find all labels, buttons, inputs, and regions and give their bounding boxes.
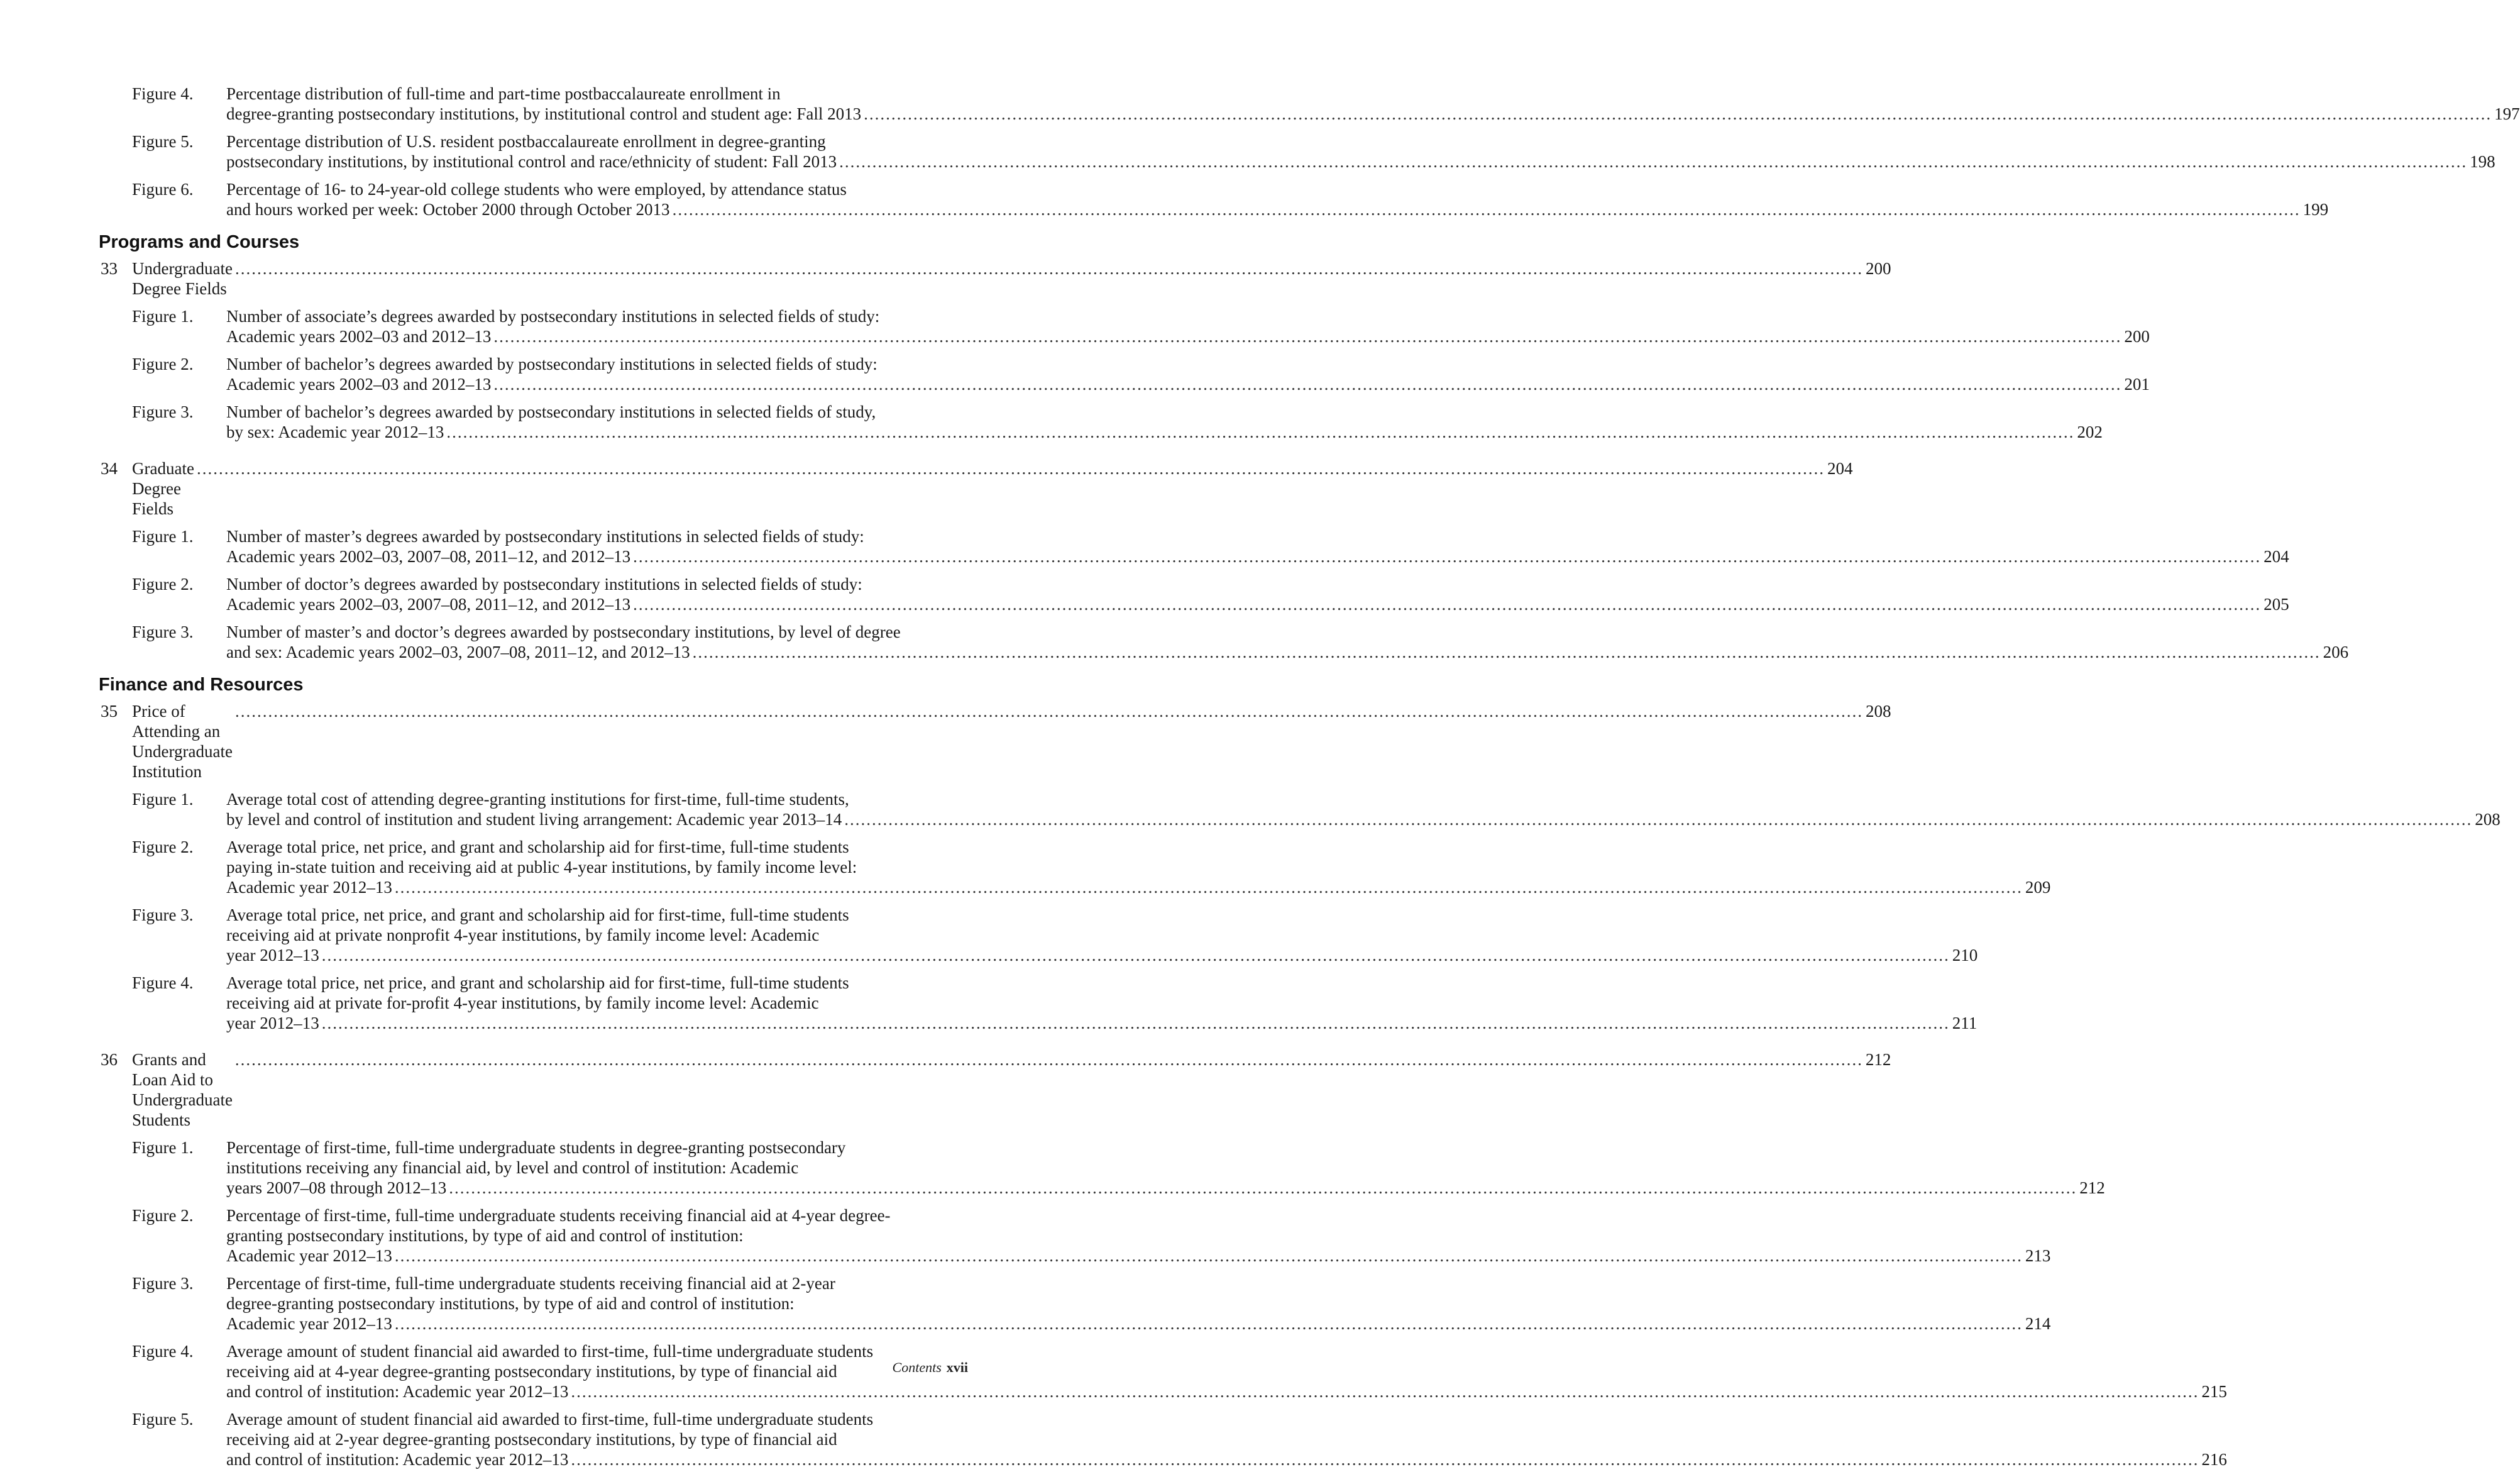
caption-line <box>226 374 2150 394</box>
figure-caption <box>226 905 1978 965</box>
caption-line <box>226 905 1978 925</box>
caption-line <box>226 789 2501 809</box>
page-number: 200 <box>1865 259 1891 278</box>
figure-label: Figure 4. <box>132 84 194 103</box>
figure-caption <box>226 131 2495 172</box>
page-number: 204 <box>2264 547 2289 566</box>
dot-leader <box>449 1178 2077 1198</box>
page-number: 209 <box>2025 878 2051 897</box>
caption-line <box>226 1409 2227 1429</box>
indent-spacer <box>101 1205 132 1266</box>
indent-spacer <box>101 622 132 662</box>
dot-leader <box>844 809 2472 829</box>
caption-line <box>226 925 1978 945</box>
toc-figure-entry[interactable] <box>101 1409 2227 1469</box>
page-footer <box>893 1359 968 1376</box>
caption-line-text: and sex: Academic years 2002–03, 2007–08, 2011–12, and 2012–13 <box>226 643 690 661</box>
figure-label: Figure 2. <box>132 355 194 373</box>
dot-leader <box>322 1013 1950 1033</box>
caption-line <box>226 574 2289 594</box>
caption-line <box>226 1225 2050 1246</box>
caption-line-text: Average total price, net price, and grant and scholarship aid for first-time, full-time students <box>226 838 849 856</box>
indicator-title: Graduate Degree Fields <box>132 459 194 518</box>
dot-leader <box>395 1246 2023 1266</box>
dot-leader <box>235 1049 1863 1070</box>
caption-line-text: degree-granting postsecondary institutions, by type of aid and control of institution: <box>226 1294 795 1313</box>
dot-leader <box>839 152 2467 172</box>
caption-line-text: Academic year 2012–13 <box>226 1246 392 1265</box>
toc-indicator-entry[interactable] <box>101 458 1853 519</box>
caption-line-text: and control of institution: Academic year 2012–13 <box>226 1382 569 1401</box>
spacer <box>101 1041 962 1049</box>
figure-label: Figure 2. <box>132 1206 194 1225</box>
toc-figure-entry[interactable] <box>101 1273 2051 1334</box>
indent-spacer <box>101 973 132 1033</box>
figure-label: Figure 2. <box>132 838 194 856</box>
dot-leader <box>864 104 2492 124</box>
toc-figure-entry[interactable] <box>101 905 1978 965</box>
caption-line-text: and hours worked per week: October 2000 through October 2013 <box>226 200 670 219</box>
dot-leader <box>633 546 2261 567</box>
dot-leader <box>235 258 1863 279</box>
figure-label: Figure 3. <box>132 402 194 421</box>
dot-leader <box>395 1314 2023 1334</box>
figure-caption <box>226 179 2328 219</box>
caption-line-text: Average amount of student financial aid awarded to first-time, full-time undergraduate students <box>226 1410 874 1429</box>
toc-figure-entry[interactable] <box>101 1341 2227 1402</box>
figure-caption <box>226 84 2520 124</box>
page-number: 208 <box>1865 702 1891 721</box>
figure-label: Figure 3. <box>132 905 194 924</box>
page-number: 198 <box>2470 152 2495 171</box>
figure-caption <box>226 1137 2105 1198</box>
caption-line-text: year 2012–13 <box>226 1014 319 1032</box>
toc-figure-entry[interactable] <box>101 131 2495 172</box>
caption-line <box>226 131 2495 152</box>
caption-line <box>226 104 2520 124</box>
indent-spacer <box>101 1137 132 1198</box>
figure-caption <box>226 354 2150 394</box>
caption-line-text: Number of bachelor’s degrees awarded by postsecondary institutions in selected fields of study, <box>226 402 876 421</box>
caption-line <box>226 354 2150 374</box>
dot-leader <box>673 199 2301 219</box>
caption-line <box>226 402 2103 422</box>
figure-caption <box>226 526 2289 567</box>
caption-line-text: Academic years 2002–03, 2007–08, 2011–12, and 2012–13 <box>226 595 631 614</box>
caption-line <box>226 546 2289 567</box>
figure-caption <box>226 837 2050 897</box>
caption-line <box>226 306 2150 326</box>
toc-figure-entry[interactable] <box>101 1137 2105 1198</box>
caption-line-text: Academic year 2012–13 <box>226 1314 392 1333</box>
caption-line-text: Percentage of first-time, full-time undergraduate students receiving financial aid at 2-year <box>226 1274 835 1293</box>
indent-spacer <box>101 306 132 346</box>
toc-figure-entry[interactable] <box>101 526 2289 567</box>
caption-line-text: institutions receiving any financial aid, by level and control of institution: Academic <box>226 1158 799 1177</box>
toc-figure-entry[interactable] <box>101 179 2329 219</box>
caption-line-text: receiving aid at private nonprofit 4-year institutions, by family income level: Academic <box>226 926 820 944</box>
figure-caption <box>226 622 2348 662</box>
caption-line <box>226 945 1978 965</box>
toc-figure-entry[interactable] <box>101 306 2150 346</box>
caption-line-text: Academic years 2002–03, 2007–08, 2011–12, and 2012–13 <box>226 547 631 566</box>
caption-line <box>226 993 1977 1013</box>
page-number: 197 <box>2494 104 2520 123</box>
caption-line <box>226 199 2328 219</box>
indent-spacer <box>101 1273 132 1334</box>
caption-line <box>226 1449 2227 1469</box>
page-number: 212 <box>1865 1050 1891 1069</box>
indicator-number: 34 <box>101 459 118 478</box>
toc-figure-entry[interactable] <box>101 574 2289 614</box>
toc-figure-entry[interactable] <box>101 973 1978 1033</box>
caption-line <box>226 622 2348 642</box>
caption-line <box>226 1381 2227 1402</box>
page-number: 205 <box>2264 595 2289 614</box>
page-number: 201 <box>2124 375 2150 394</box>
caption-line-text: Percentage distribution of full-time and part-time postbaccalaureate enrollment in <box>226 84 781 103</box>
caption-line-text: Average amount of student financial aid awarded to first-time, full-time undergraduate students <box>226 1342 874 1361</box>
figure-caption <box>226 973 1977 1033</box>
page-number: 202 <box>2077 423 2103 441</box>
caption-line-text: paying in-state tuition and receiving aid at public 4-year institutions, by family income level: <box>226 858 857 877</box>
caption-line-text: Average total price, net price, and grant and scholarship aid for first-time, full-time students <box>226 973 849 992</box>
dot-leader <box>235 701 1863 721</box>
caption-line <box>226 837 2050 857</box>
page-number: 212 <box>2079 1178 2105 1197</box>
caption-line <box>226 1293 2050 1314</box>
caption-line-text: by level and control of institution and student living arrangement: Academic year 2013–14 <box>226 810 842 829</box>
page-number: 208 <box>2475 810 2501 829</box>
figure-label: Figure 4. <box>132 973 194 992</box>
figure-label: Figure 3. <box>132 1274 194 1293</box>
indicator-title: Price of Attending an Undergraduate Institution <box>132 702 233 781</box>
table-of-contents <box>99 84 2520 1477</box>
figure-caption <box>226 1273 2050 1334</box>
page-number: 210 <box>1952 946 1978 965</box>
figure-label: Figure 1. <box>132 307 194 326</box>
page-number: 211 <box>1952 1014 1978 1032</box>
indicator-title: Grants and Loan Aid to Undergraduate Students <box>132 1050 233 1129</box>
caption-line-text: Number of master’s and doctor’s degrees awarded by postsecondary institutions, by level of degree <box>226 622 901 641</box>
dot-leader <box>446 422 2074 442</box>
section-heading: Programs and Courses <box>99 232 300 252</box>
indicator-number: 35 <box>101 702 118 721</box>
indent-spacer <box>101 789 132 829</box>
caption-line-text: Percentage of 16- to 24-year-old college students who were employed, by attendance status <box>226 180 847 199</box>
caption-line-text: Academic years 2002–03 and 2012–13 <box>226 327 492 346</box>
page-number: 206 <box>2323 643 2349 661</box>
figure-caption <box>226 1341 2227 1402</box>
figure-label: Figure 2. <box>132 575 194 594</box>
dot-leader <box>197 458 1825 479</box>
indent-spacer <box>101 574 132 614</box>
caption-line <box>226 1013 1977 1033</box>
indicator-title: Undergraduate Degree Fields <box>132 259 233 298</box>
caption-line <box>226 1158 2105 1178</box>
page-number: 213 <box>2025 1246 2051 1265</box>
caption-line <box>226 152 2495 172</box>
indent-spacer <box>101 179 132 219</box>
caption-line-text: Percentage of first-time, full-time undergraduate students receiving financial aid at 4-year degree- <box>226 1206 891 1225</box>
indicator-number: 36 <box>101 1050 118 1069</box>
caption-line-text: receiving aid at 4-year degree-granting postsecondary institutions, by type of financial aid <box>226 1362 837 1381</box>
footer-page-number: xvii <box>946 1359 968 1375</box>
page-number: 204 <box>1827 459 1853 478</box>
caption-line <box>226 857 2050 877</box>
toc-figure-entry[interactable] <box>101 1205 2051 1266</box>
caption-line-text: Academic year 2012–13 <box>226 878 392 897</box>
caption-line <box>226 84 2520 104</box>
caption-line <box>226 809 2501 829</box>
caption-line <box>226 179 2328 199</box>
indent-spacer <box>101 1409 132 1469</box>
caption-line-text: Academic years 2002–03 and 2012–13 <box>226 375 492 394</box>
toc-figure-entry[interactable] <box>101 789 2501 829</box>
caption-line <box>226 1137 2105 1158</box>
toc-figure-entry[interactable] <box>101 354 2150 394</box>
caption-line <box>226 1361 2227 1381</box>
toc-figure-entry[interactable] <box>101 837 2051 897</box>
caption-line-text: receiving aid at 2-year degree-granting postsecondary institutions, by type of financial aid <box>226 1430 837 1449</box>
figure-caption <box>226 402 2103 442</box>
caption-line-text: by sex: Academic year 2012–13 <box>226 423 444 441</box>
caption-line <box>226 1178 2105 1198</box>
caption-line <box>226 1246 2050 1266</box>
caption-line-text: Percentage of first-time, full-time undergraduate students in degree-granting postsecondary <box>226 1138 846 1157</box>
caption-line-text: Average total price, net price, and grant and scholarship aid for first-time, full-time students <box>226 905 849 924</box>
caption-line-text: granting postsecondary institutions, by type of aid and control of institution: <box>226 1226 744 1245</box>
figure-label: Figure 5. <box>132 132 194 151</box>
caption-line-text: Number of associate’s degrees awarded by postsecondary institutions in selected fields of study: <box>226 307 880 326</box>
figure-label: Figure 6. <box>132 180 194 199</box>
caption-line-text: years 2007–08 through 2012–13 <box>226 1178 447 1197</box>
caption-line-text: year 2012–13 <box>226 946 319 965</box>
caption-line <box>226 973 1977 993</box>
caption-line <box>226 422 2103 442</box>
caption-line-text: Number of bachelor’s degrees awarded by postsecondary institutions in selected fields of study: <box>226 355 878 373</box>
toc-figure-entry[interactable] <box>101 402 2103 442</box>
figure-caption <box>226 306 2150 346</box>
dot-leader <box>633 594 2261 614</box>
toc-indicator-entry[interactable] <box>101 1049 1891 1130</box>
caption-line <box>226 1341 2227 1361</box>
figure-label: Figure 5. <box>132 1410 194 1429</box>
page-number: 215 <box>2201 1382 2227 1401</box>
dot-leader <box>395 877 2023 897</box>
dot-leader <box>493 326 2121 346</box>
caption-line <box>226 1273 2050 1293</box>
toc-indicator-entry[interactable] <box>101 701 1891 782</box>
dot-leader <box>571 1381 2199 1402</box>
indent-spacer <box>101 131 132 172</box>
toc-figure-entry[interactable] <box>101 84 2520 124</box>
page-number: 200 <box>2124 327 2150 346</box>
caption-line <box>226 642 2348 662</box>
caption-line <box>226 594 2289 614</box>
figure-label: Figure 1. <box>132 790 194 809</box>
caption-line <box>226 1205 2050 1225</box>
section-heading: Finance and Resources <box>99 675 304 695</box>
indent-spacer <box>101 402 132 442</box>
caption-line <box>226 1314 2050 1334</box>
caption-line-text: postsecondary institutions, by institutional control and race/ethnicity of student: Fall 2013 <box>226 152 837 171</box>
caption-line <box>226 326 2150 346</box>
caption-line <box>226 526 2289 546</box>
indent-spacer <box>101 354 132 394</box>
toc-figure-entry[interactable] <box>101 622 2349 662</box>
spacer <box>101 450 962 458</box>
indicator-number: 33 <box>101 259 118 278</box>
dot-leader <box>322 945 1950 965</box>
caption-line-text: Number of doctor’s degrees awarded by postsecondary institutions in selected fields of study: <box>226 575 862 594</box>
indent-spacer <box>101 526 132 567</box>
footer-label: Contents <box>892 1359 942 1375</box>
dot-leader <box>493 374 2121 394</box>
caption-line <box>226 1429 2227 1449</box>
indent-spacer <box>101 905 132 965</box>
dot-leader <box>571 1449 2199 1469</box>
figure-caption <box>226 1409 2227 1469</box>
figure-label: Figure 1. <box>132 527 194 546</box>
page-number: 214 <box>2025 1314 2051 1333</box>
indent-spacer <box>101 84 132 124</box>
caption-line <box>226 877 2050 897</box>
caption-line-text: degree-granting postsecondary institutions, by institutional control and student age: Fall 2013 <box>226 104 862 123</box>
figure-caption <box>226 1205 2050 1266</box>
indent-spacer <box>101 1341 132 1402</box>
figure-caption <box>226 789 2501 829</box>
page-number: 199 <box>2303 200 2329 219</box>
indent-spacer <box>101 837 132 897</box>
page-number: 216 <box>2201 1450 2227 1469</box>
caption-line-text: and control of institution: Academic year 2012–13 <box>226 1450 569 1469</box>
toc-indicator-entry[interactable] <box>101 258 1891 299</box>
caption-line-text: receiving aid at private for-profit 4-year institutions, by family income level: Academic <box>226 993 819 1012</box>
caption-line-text: Average total cost of attending degree-granting institutions for first-time, full-time students, <box>226 790 849 809</box>
caption-line-text: Percentage distribution of U.S. resident postbaccalaureate enrollment in degree-granting <box>226 132 826 151</box>
figure-label: Figure 1. <box>132 1138 194 1157</box>
figure-caption <box>226 574 2289 614</box>
figure-label: Figure 3. <box>132 622 194 641</box>
caption-line-text: Number of master’s degrees awarded by postsecondary institutions in selected fields of study: <box>226 527 864 546</box>
figure-label: Figure 4. <box>132 1342 194 1361</box>
dot-leader <box>693 642 2321 662</box>
